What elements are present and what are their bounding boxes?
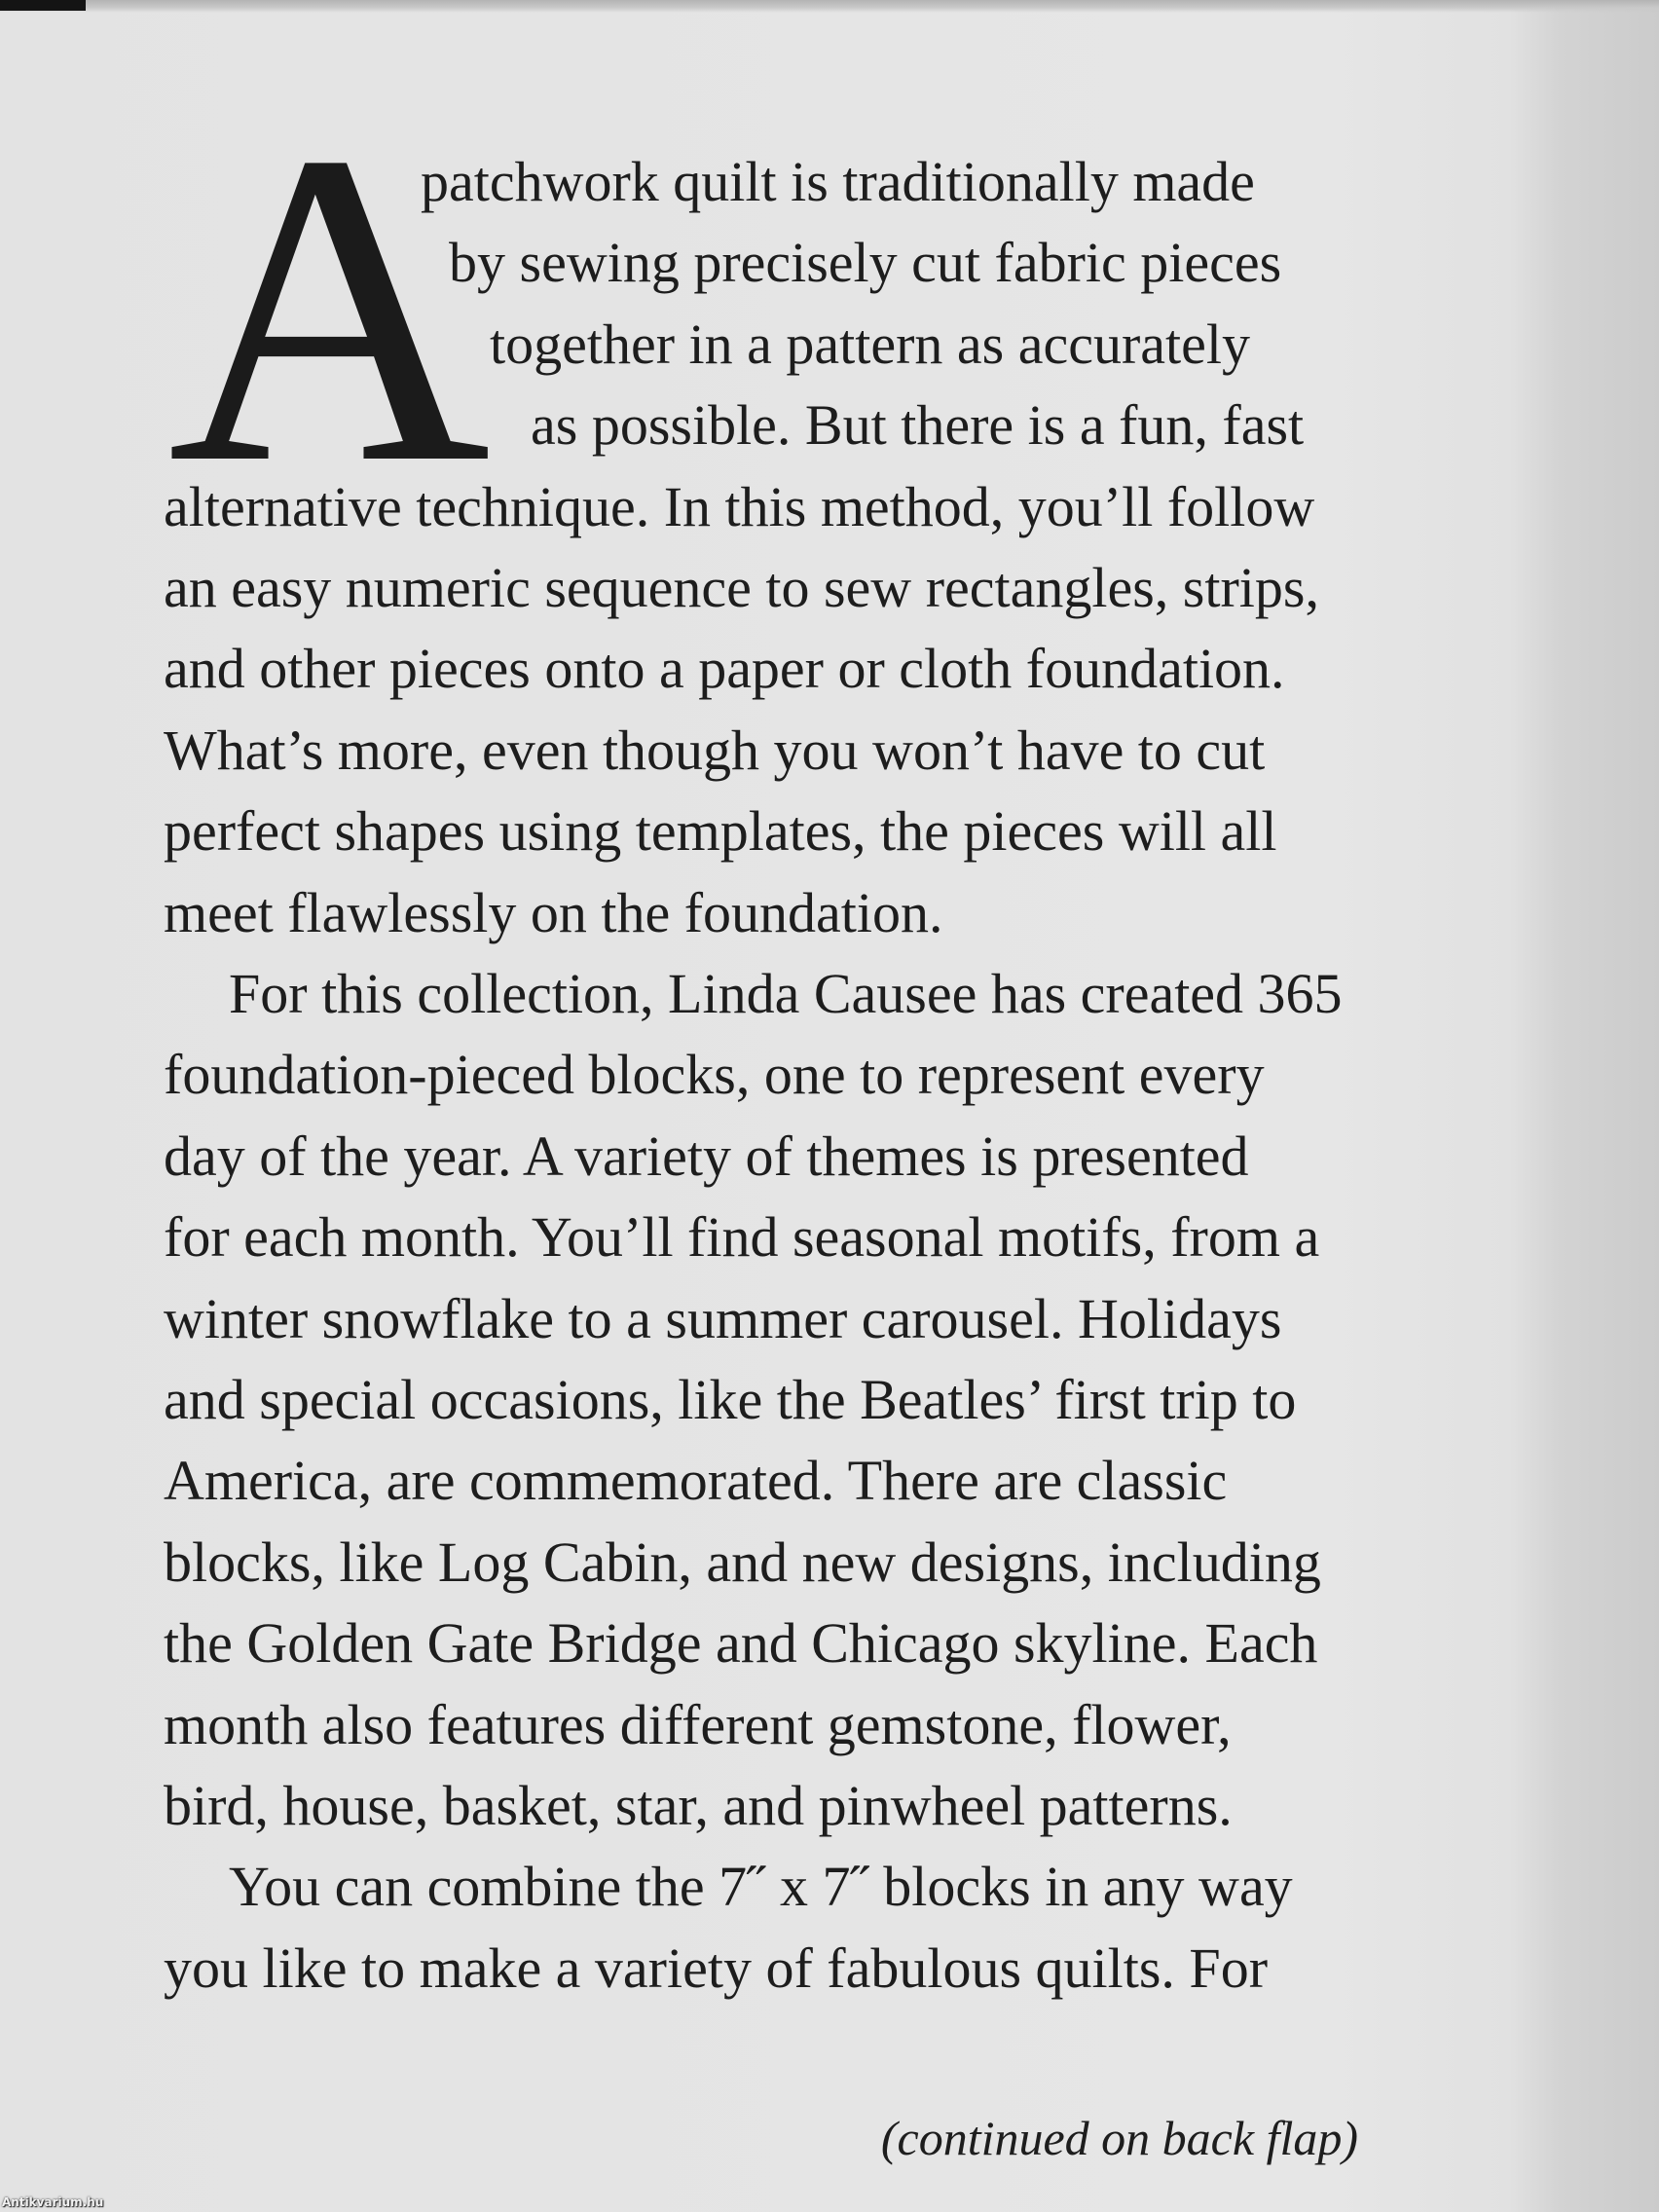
drop-cap: A bbox=[167, 59, 492, 556]
text-line: day of the year. A variety of themes is presented bbox=[164, 1124, 1249, 1188]
text-line: alternative technique. In this method, you’ll follow bbox=[164, 475, 1315, 538]
top-corner-bar bbox=[0, 0, 86, 11]
text-line: as possible. But there is a fun, fast bbox=[531, 393, 1305, 457]
text-line: bird, house, basket, star, and pinwheel patterns. bbox=[164, 1774, 1233, 1837]
top-page-edge bbox=[0, 0, 1659, 13]
text-line: For this collection, Linda Causee has created 365 bbox=[229, 962, 1343, 1025]
text-line: perfect shapes using templates, the pieces will all bbox=[164, 799, 1277, 863]
text-line: You can combine the 7˝ x 7˝ blocks in any way bbox=[229, 1855, 1293, 1918]
text-line: winter snowflake to a summer carousel. Holidays bbox=[164, 1287, 1282, 1350]
text-line: America, are commemorated. There are classic bbox=[164, 1449, 1228, 1512]
text-line: blocks, like Log Cabin, and new designs, including bbox=[164, 1530, 1321, 1594]
text-line: What’s more, even though you won’t have to cut bbox=[164, 719, 1266, 782]
watermark: Antikvarium.hu bbox=[2, 2195, 104, 2209]
text-line: month also features different gemstone, flower, bbox=[164, 1693, 1232, 1756]
text-line: the Golden Gate Bridge and Chicago skyline. Each bbox=[164, 1611, 1318, 1675]
text-line: patchwork quilt is traditionally made bbox=[421, 150, 1255, 213]
text-line: for each month. You’ll find seasonal motifs, from a bbox=[164, 1205, 1320, 1269]
text-line: foundation-pieced blocks, one to represent every bbox=[164, 1043, 1265, 1106]
text-line: you like to make a variety of fabulous quilts. For bbox=[164, 1936, 1269, 2000]
text-line: and other pieces onto a paper or cloth foundation. bbox=[164, 637, 1285, 700]
text-line: meet flawlessly on the foundation. bbox=[164, 881, 943, 944]
text-line: an easy numeric sequence to sew rectangles, strips, bbox=[164, 556, 1319, 619]
text-line: by sewing precisely cut fabric pieces bbox=[449, 231, 1282, 294]
continued-note: (continued on back flap) bbox=[880, 2111, 1358, 2165]
text-line: together in a pattern as accurately bbox=[490, 313, 1250, 376]
text-line: and special occasions, like the Beatles’ first trip to bbox=[164, 1368, 1297, 1431]
